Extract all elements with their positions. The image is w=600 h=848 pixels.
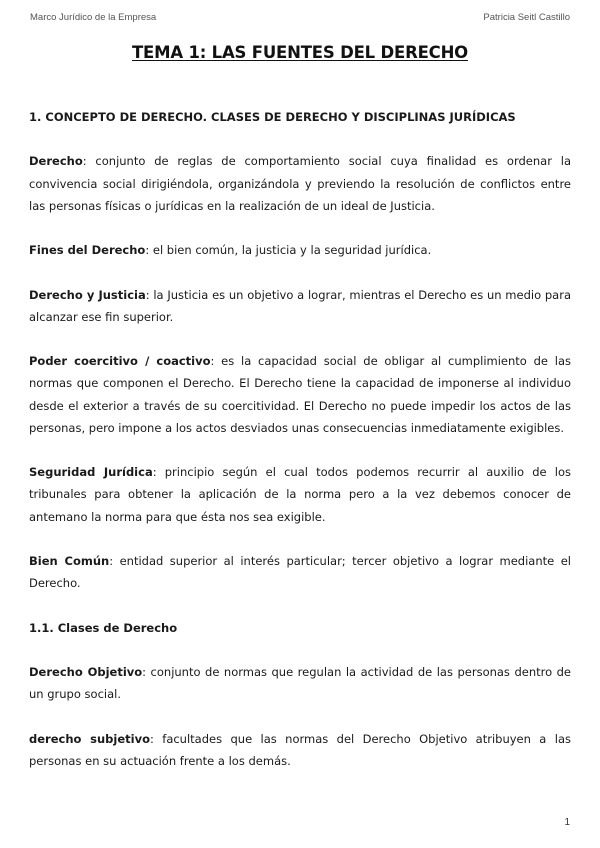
definition-term: Derecho y Justicia — [29, 287, 146, 302]
page-header — [30, 12, 570, 26]
definition-text: : entidad superior al interés particular; tercer objetivo a lograr mediante el Derecho. — [29, 553, 571, 591]
page-number: 1 — [564, 817, 570, 828]
definition-text: : es la capacidad social de obligar al cumplimiento de las normas que componen el Derecho. El Derecho tiene la capacidad de imponerse al individuo desde el exterior a través de su coercitividad. El Derecho no puede impedir los actos de las personas, pero impone a los actos desviados unas consecuencias inmediatamente exigibles. — [29, 354, 571, 435]
header-course-name: Marco Jurídico de la Empresa — [30, 12, 157, 23]
section-1-heading: 1. CONCEPTO DE DERECHO. CLASES DE DERECHO Y DISCIPLINAS JURÍDICAS — [29, 110, 516, 124]
definition-term: derecho subjetivo — [29, 731, 150, 746]
document-title: TEMA 1: LAS FUENTES DEL DERECHO — [131, 43, 468, 62]
definition-paragraph-seguridad-juridica — [29, 461, 571, 528]
definition-text: : conjunto de normas que regulan la actividad de las personas dentro de un grupo social. — [29, 664, 572, 702]
definition-term: Seguridad Jurídica — [29, 465, 153, 480]
definition-paragraph-derecho-subjetivo — [29, 728, 571, 772]
definition-text: : principio según el cual todos podemos recurrir al auxilio de los tribunales para obtener la aplicación de la norma pero a la vez debemos conocer de antemano la norma para que ésta nos sea exigible. — [29, 465, 571, 524]
definition-term: Derecho — [29, 154, 83, 169]
header-author-name: Patricia Seitl Castillo — [483, 12, 570, 23]
document-body — [29, 106, 571, 794]
definition-text: : el bien común, la justicia y la seguridad jurídica. — [145, 243, 432, 258]
definition-paragraph-derecho-objetivo — [29, 661, 571, 705]
definition-paragraph-derecho-justicia — [29, 284, 571, 328]
definition-term: Bien Común — [29, 553, 110, 568]
definition-paragraph-derecho — [29, 150, 571, 217]
definition-text: : la Justicia es un objetivo a lograr, mientras el Derecho es un medio para alcanzar ese fin superior. — [29, 287, 571, 324]
definition-term: Fines del Derecho — [29, 243, 146, 258]
definition-term: Derecho Objetivo — [29, 664, 143, 679]
definition-paragraph-poder-coercitivo — [29, 350, 571, 439]
section-1-1-heading: 1.1. Clases de Derecho — [29, 620, 178, 635]
definition-term: Poder coercitivo / coactivo — [29, 354, 211, 369]
definition-text: : facultades que las normas del Derecho Objetivo atribuyen a las personas en su actuación frente a los demás. — [29, 731, 571, 768]
definition-text: : conjunto de reglas de comportamiento social cuya finalidad es ordenar la convivencia social dirigiéndola, organizándola y previendo la resolución de conflictos entre las personas físicas o jurídicas en la realización de un ideal de Justicia. — [29, 154, 571, 213]
definition-paragraph-bien-comun — [29, 550, 571, 594]
definition-paragraph-fines — [29, 239, 571, 261]
